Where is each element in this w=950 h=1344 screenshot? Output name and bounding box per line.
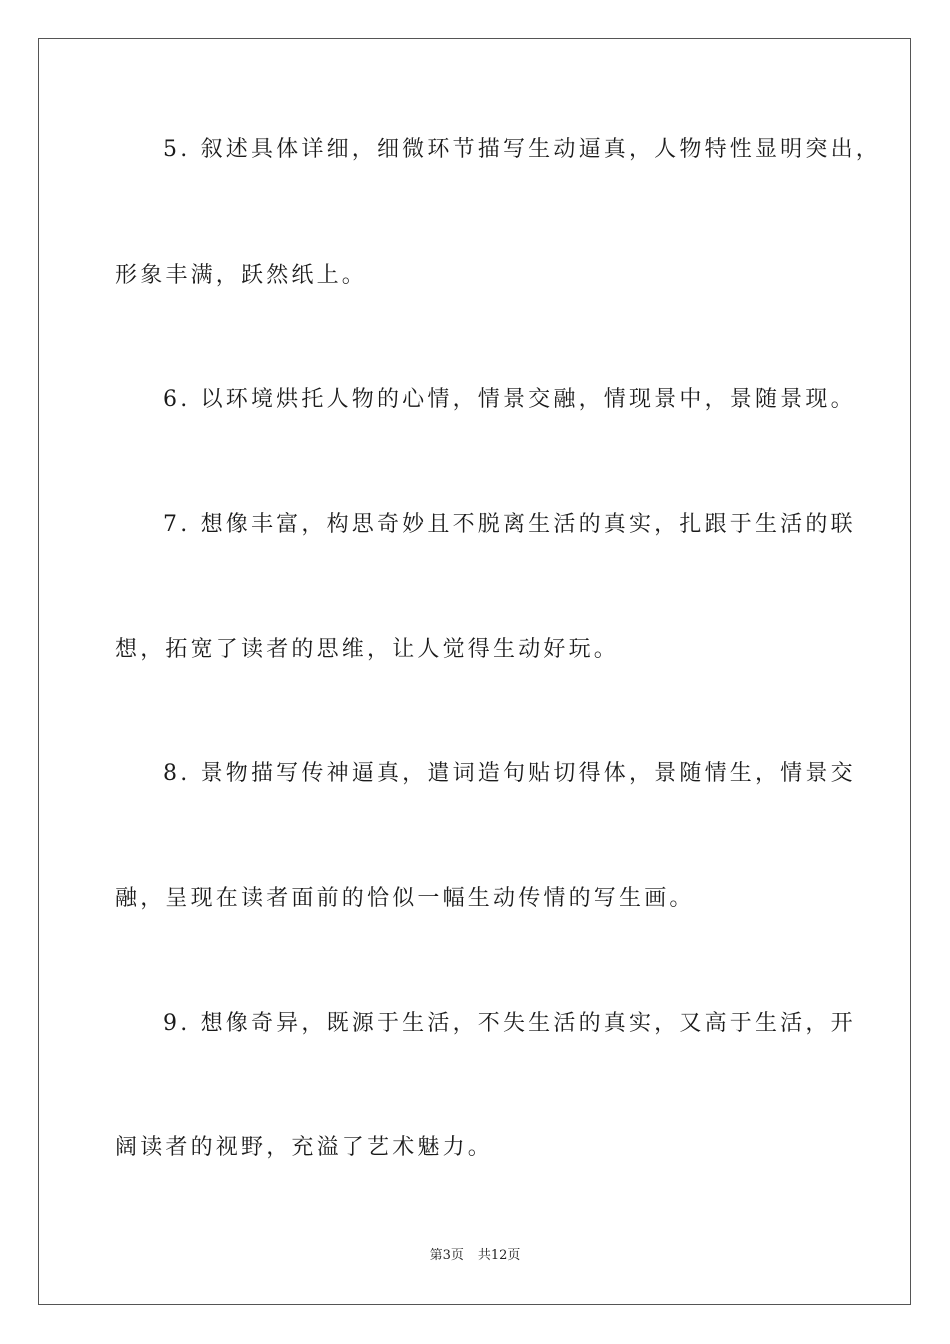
paragraph-8-line-2: 融，呈现在读者面前的恰似一幅生动传情的写生画。	[115, 886, 695, 911]
paragraph-7-line-1: 7. 想像丰富，构思奇妙且不脱离生活的真实，扎跟于生活的联	[163, 512, 856, 537]
paragraph-8-line-1: 8. 景物描写传神逼真，遣词造句贴切得体，景随情生，情景交	[163, 761, 856, 786]
page-number: 第3页	[429, 1248, 464, 1263]
paragraph-9-line-2: 阔读者的视野，充溢了艺术魅力。	[115, 1135, 494, 1160]
paragraph-5-line-1: 5. 叙述具体详细，细微环节描写生动逼真，人物特性显明突出，	[163, 137, 881, 162]
page-footer	[0, 1247, 950, 1265]
paragraph-5-line-2: 形象丰满，跃然纸上。	[115, 263, 368, 288]
page-border	[38, 38, 911, 1305]
total-pages: 共12页	[477, 1248, 521, 1263]
paragraph-7-line-2: 想，拓宽了读者的思维，让人觉得生动好玩。	[115, 637, 620, 662]
paragraph-6-line-1: 6. 以环境烘托人物的心情，情景交融，情现景中，景随景现。	[163, 387, 856, 412]
paragraph-9-line-1: 9. 想像奇异，既源于生活，不失生活的真实，又高于生活，开	[163, 1011, 856, 1036]
